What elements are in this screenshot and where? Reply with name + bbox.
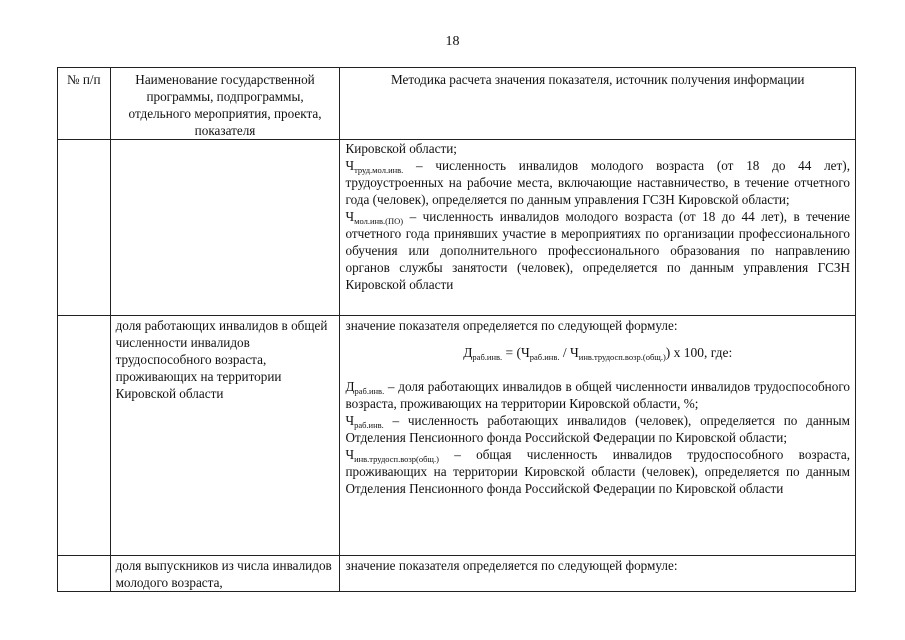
indicators-table [57, 67, 856, 592]
table-row [58, 316, 856, 556]
variable-definition: $Ч_{раб.инв.}$ – численность работающих инвалидов (человек), определяется по данным Отделения Пенсионного фонда Российской Федерации по Кировской области; [345, 413, 850, 445]
row-num-cell [58, 556, 111, 592]
variable-definition: $Ч_{инв.трудосп.возр(общ.)}$ – общая численность инвалидов трудоспособного возраста, проживающих на территории Кировской области (человек), определяется по данным Отделения Пенсионного фонда Российской Федерации по Кировской области [345, 447, 850, 496]
row-num-cell [58, 316, 111, 556]
row-method-cell [340, 140, 856, 316]
table-header-row [58, 68, 856, 140]
table-row [58, 556, 856, 592]
row-name-cell [110, 140, 340, 316]
row-method-cell [340, 316, 856, 556]
header-method: Методика расчета значения показателя, источник получения информации [340, 68, 856, 140]
method-line: Кировской области; [345, 141, 457, 156]
formula-intro: значение показателя определяется по следующей формуле: [345, 318, 678, 333]
indicator-name: доля работающих инвалидов в общей численности инвалидов трудоспособного возраста, проживающих на территории Кировской области [110, 316, 340, 556]
header-name: Наименование государственной программы, подпрограммы, отдельного мероприятия, проекта, показателя [110, 68, 340, 140]
formula: $Д_{раб.инв.} = (Ч_{раб.инв.} / Ч_{инв.трудосп.возр.(общ.)})$ х 100, где: [463, 345, 733, 362]
variable-definition: $Ч_{мол.инв.(ПО)}$ – численность инвалидов молодого возраста (от 18 до 44 лет), в течение отчетного года принявших участие в мероприятиях по организации профессионального обучения или дополнительного профессионального образования по направлению органов службы занятости (человек), определяется по данным управления ГСЗН Кировской области [345, 209, 850, 292]
header-num: № п/п [58, 68, 111, 140]
indicator-name: доля выпускников из числа инвалидов молодого возраста, [110, 556, 340, 592]
row-num-cell [58, 140, 111, 316]
variable-definition: $Д_{раб.инв.}$ – доля работающих инвалидов в общей численности инвалидов трудоспособного возраста, проживающих на территории Кировской области, %; [345, 379, 850, 411]
table-row [58, 140, 856, 316]
formula-intro: значение показателя определяется по следующей формуле: [340, 556, 856, 592]
page-number: 18 [445, 34, 460, 49]
variable-definition: $Ч_{труд.мол.инв.}$ – численность инвалидов молодого возраста (от 18 до 44 лет), трудоустроенных на рабочие места, включающие наставничество, в течение отчетного года (человек), определяется по данным управления ГСЗН Кировской области; [345, 158, 850, 207]
